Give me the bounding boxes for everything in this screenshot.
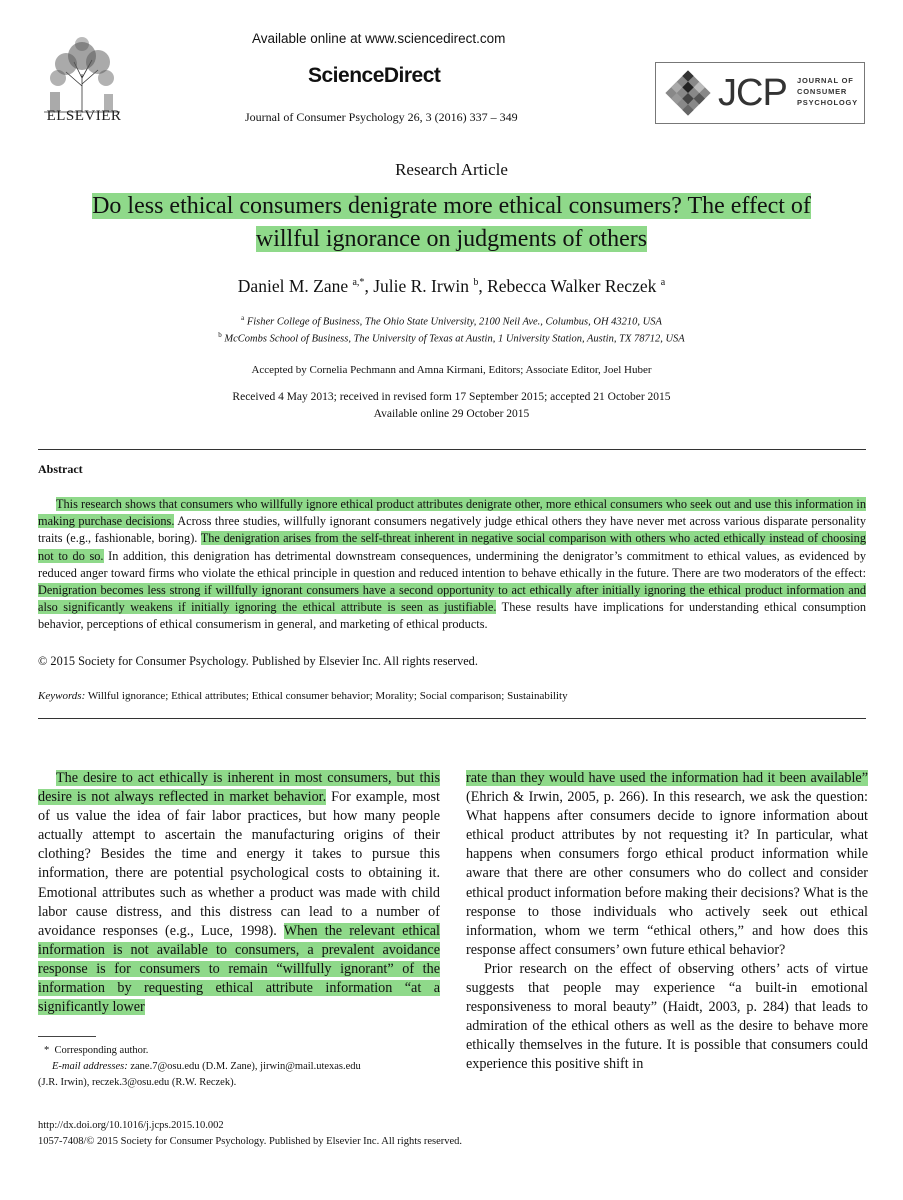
author-name[interactable]: Daniel M. Zane	[237, 276, 349, 296]
divider	[38, 718, 866, 719]
journal-reference: Journal of Consumer Psychology 26, 3 (2016) 337 – 349	[245, 110, 518, 124]
abstract-heading: Abstract	[38, 462, 83, 476]
article-type: Research Article	[395, 160, 508, 179]
paragraph: Prior research on the effect of observing others’ acts of virtue suggests that people may experience “a built-in emotional responsiveness to moral beauty” (Haidt, 2003, p. 284) that leads to admiration of the ethical others as well as the desire to behave more ethically themselves in the future. It is possible that consumers could experience this positive shift in	[466, 960, 868, 1073]
page-footer	[38, 1118, 462, 1150]
title-line-2: willful ignorance on judgments of others	[255, 226, 648, 252]
highlight: When the relevant ethical information is not available to consumers, a prevalent avoidance response is for consumers to remain “willfully ignorant” of the information by requesting ethical attribute information “at a significantly lower	[38, 922, 440, 1016]
author-affil-mark[interactable]: a	[660, 277, 666, 289]
keywords-label: Keywords:	[38, 690, 86, 702]
keywords-list: Willful ignorance; Ethical attributes; Ethical consumer behavior; Morality; Social comparison; Sustainability	[85, 690, 568, 702]
paragraph: rate than they would have used the information had it been available” (Ehrich & Irwin, 2005, p. 266). In this research, we ask the question: What happens after consumers decide to ignore information about ethical product attributes by not requesting it? In particular, what happens when consumers forgo ethical product information while aware that there are other consumers who do collect and consider ethical product information before making their decisions? What is the response to those individuals who actively seek out ethical information, whom we term “ethical others,” and how does this response affect consumers’ own future ethical behavior?	[466, 770, 868, 958]
jcp-journal-name: JOURNAL OF CONSUMER PSYCHOLOGY	[797, 76, 858, 107]
highlight: rate than they would have used the information had it been available”	[466, 770, 868, 786]
article-title	[30, 190, 873, 256]
highlight: The desire to act ethically is inherent in most consumers, but this desire is not always reflected in market behavior.	[38, 770, 440, 806]
email-label: E-mail addresses:	[52, 1061, 128, 1072]
body-column-right	[466, 769, 868, 1075]
footnote-star: *	[44, 1045, 50, 1056]
publisher-name: ELSEVIER	[46, 108, 122, 124]
author-affil-mark[interactable]: b	[473, 277, 479, 289]
abstract-text: This research shows that consumers who willfully ignore ethical product attributes denigrate other, more ethical consumers who seek out and use this information in making purchase decisions. Across three studies, willfully ignorant consumers negatively judge ethical others they have never met across various disparate personality traits (e.g., fashionable, boring). The denigration arises from the self-threat inherent in negative social comparison with others who acted ethically instead of choosing not to do so. In addition, this denigration has detrimental downstream consequences, undermining the denigrator’s commitment to ethical values, as evidenced by reduced anger toward firms who violate the ethical principle in question and reduced intention to behave ethically in the future. There are two moderators of the effect: Denigration becomes less strong if willfully ignorant consumers have a second opportunity to act ethically after initially ignoring the ethical product information and also significantly weakens if initially ignoring the ethical attribute is seen as justifiable. These results have implications for understanding ethical consumption behavior, perceptions of ethical consumerism in general, and marketing of ethical products.	[38, 497, 867, 632]
jcp-diamond-icon	[662, 66, 714, 120]
author-name[interactable]: Julie R. Irwin	[373, 276, 469, 296]
title-line-1: Do less ethical consumers denigrate more ethical consumers? The effect of	[92, 193, 811, 219]
highlight: This research shows that consumers who willfully ignore ethical product attributes denigrate other, more ethical consumers who seek out and use this information in making purchase decisions.	[38, 497, 866, 529]
corresponding-author-label: Corresponding author.	[54, 1045, 149, 1056]
divider	[38, 449, 866, 450]
received-dates: Received 4 May 2013; received in revised form 17 September 2015; accepted 21 October 2015	[232, 391, 671, 403]
email-addresses-cont[interactable]: (J.R. Irwin), reczek.3@osu.edu (R.W. Reczek).	[38, 1077, 237, 1088]
available-online-date: Available online 29 October 2015	[373, 408, 530, 420]
doi-link[interactable]: http://dx.doi.org/10.1016/j.jcps.2015.10.002	[38, 1120, 224, 1131]
available-online-text[interactable]: Available online at www.sciencedirect.com	[252, 31, 506, 46]
highlight: Denigration becomes less strong if willfully ignorant consumers have a second opportunity to act ethically after initially ignoring the ethical product information and also significantly weakens if initially ignoring the ethical attribute is seen as justifiable.	[38, 583, 866, 615]
keywords-line	[38, 690, 568, 702]
highlight: The denigration arises from the self-threat inherent in negative social comparison with others who acted ethically instead of choosing not to do so.	[38, 531, 866, 563]
editors-line: Accepted by Cornelia Pechmann and Amna Kirmani, Editors; Associate Editor, Joel Huber	[251, 364, 652, 376]
footnote-rule	[38, 1036, 96, 1037]
email-addresses[interactable]: zane.7@osu.edu (D.M. Zane), jirwin@mail.utexas.edu	[127, 1061, 361, 1072]
jcp-journal-logo	[655, 62, 865, 124]
abstract-copyright: © 2015 Society for Consumer Psychology. Published by Elsevier Inc. All rights reserved.	[38, 654, 478, 668]
body-column-left: The desire to act ethically is inherent in most consumers, but this desire is not always reflected in market behavior. For example, most of us value the idea of fair labor practices, but how many people actually attempt to ascertain the manufacturing origins of their clothing? Besides the time and energy it takes to pursue this information, there are potential psychological costs to obtaining it. Emotional attributes such as whether a product was made with child labor cause distress, and this distress can lead to a number of avoidance responses (e.g., Luce, 1998). When the relevant ethical information is not available to consumers, a prevalent avoidance response is for consumers to remain “willfully ignorant” of the information by requesting ethical attribute information “at a significantly lower	[38, 770, 440, 1016]
sciencedirect-wordmark: ScienceDirect	[308, 64, 441, 87]
jcp-letters: JCP	[718, 72, 787, 114]
issn-copyright: 1057-7408/© 2015 Society for Consumer Psychology. Published by Elsevier Inc. All rights reserved.	[38, 1136, 463, 1147]
author-name[interactable]: Rebecca Walker Reczek	[487, 276, 657, 296]
affiliation-a: $^a$ Fisher College of Business, The Ohio State University, 2100 Neil Ave., Columbus, OH 43210, USA	[241, 314, 662, 328]
author-affil-mark[interactable]: a,*	[352, 277, 365, 289]
footnote	[38, 1043, 438, 1091]
article-dates	[0, 389, 903, 423]
affiliation-b: $^b$ McCombs School of Business, The University of Texas at Austin, 1 University Station, Austin, TX 78712, USA	[218, 331, 685, 345]
author-list: Daniel M. Zane $^{a,*}$, Julie R. Irwin $^b$, Rebecca Walker Reczek $^a$	[237, 276, 666, 296]
